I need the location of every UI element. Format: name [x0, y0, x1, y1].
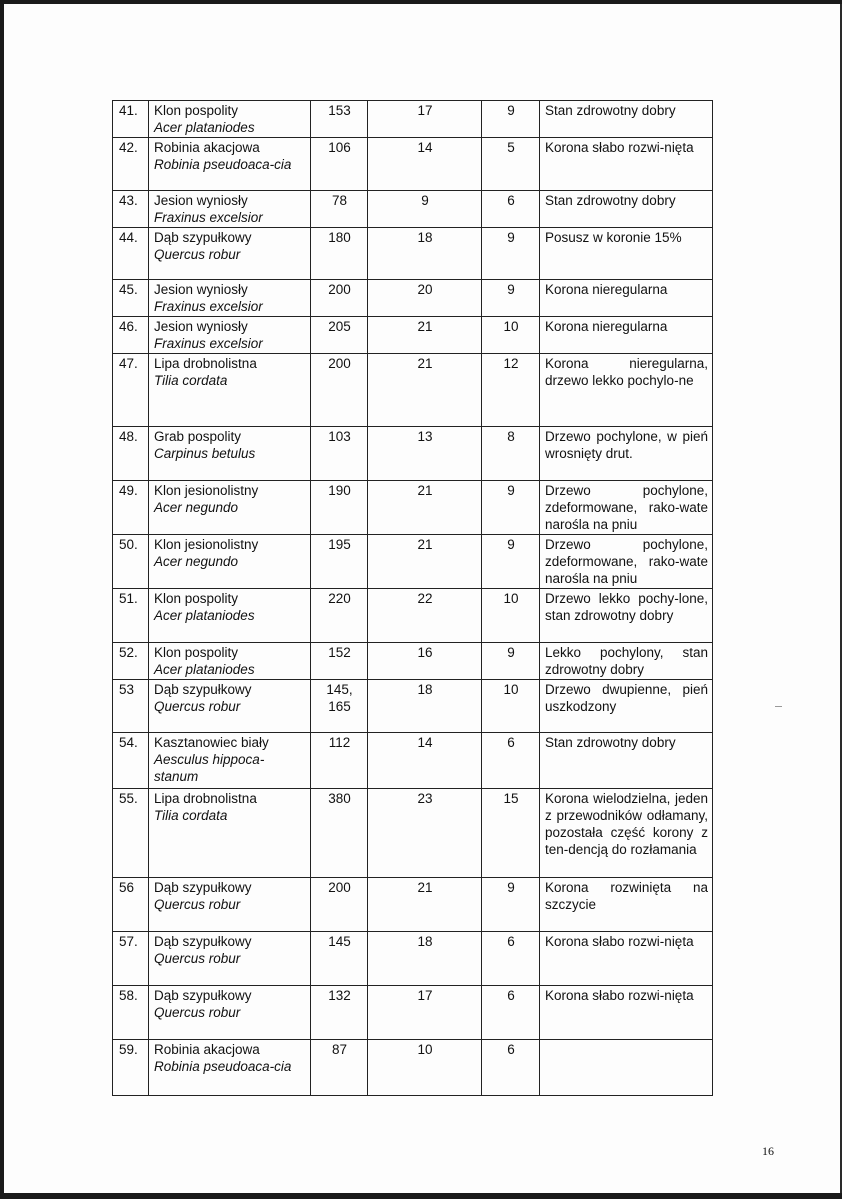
species-polish-name: Jesion wyniosły — [154, 193, 248, 208]
species-cell — [149, 354, 311, 427]
height-cell: 18 — [368, 228, 482, 280]
species-latin-name: Acer negundo — [154, 500, 239, 515]
species-cell — [149, 643, 311, 680]
species-latin-name: Aesculus hippoca-stanum — [154, 752, 265, 784]
species-latin-name: Acer plataniodes — [154, 608, 255, 623]
crown-cell: 6 — [482, 733, 540, 789]
tree-inventory-table — [112, 100, 713, 1096]
condition-note-cell: Posusz w koronie 15% — [540, 228, 713, 280]
row-number-cell: 53 — [113, 680, 149, 733]
table-row — [113, 317, 713, 354]
table-row — [113, 878, 713, 932]
crown-cell: 12 — [482, 354, 540, 427]
species-polish-name: Klon jesionolistny — [154, 483, 259, 498]
condition-note-cell: Drzewo pochylone, zdeformowane, rako-wate narośla na pniu — [540, 535, 713, 589]
crown-cell: 6 — [482, 1040, 540, 1096]
species-cell — [149, 228, 311, 280]
species-cell — [149, 101, 311, 138]
species-polish-name: Dąb szypułkowy — [154, 682, 252, 697]
circumference-cell: 195 — [311, 535, 368, 589]
condition-note-cell: Korona nieregularna — [540, 317, 713, 354]
height-cell: 21 — [368, 535, 482, 589]
condition-note-cell: Drzewo lekko pochy-lone, stan zdrowotny dobry — [540, 589, 713, 643]
species-cell — [149, 878, 311, 932]
circumference-cell: 220 — [311, 589, 368, 643]
species-latin-name: Fraxinus excelsior — [154, 210, 263, 225]
height-cell: 21 — [368, 481, 482, 535]
circumference-cell: 106 — [311, 138, 368, 191]
table-row — [113, 535, 713, 589]
condition-note-cell: Korona nieregularna, drzewo lekko pochylo-ne — [540, 354, 713, 427]
row-number-cell: 48. — [113, 427, 149, 481]
species-polish-name: Dąb szypułkowy — [154, 934, 252, 949]
row-number-cell: 42. — [113, 138, 149, 191]
circumference-cell: 380 — [311, 789, 368, 878]
crown-cell: 9 — [482, 280, 540, 317]
height-cell: 17 — [368, 986, 482, 1040]
row-number-cell: 58. — [113, 986, 149, 1040]
species-cell — [149, 535, 311, 589]
height-cell: 20 — [368, 280, 482, 317]
species-latin-name: Quercus robur — [154, 247, 241, 262]
circumference-cell: 180 — [311, 228, 368, 280]
circumference-cell: 200 — [311, 354, 368, 427]
species-polish-name: Dąb szypułkowy — [154, 230, 252, 245]
species-latin-name: Acer negundo — [154, 554, 239, 569]
row-number-cell: 59. — [113, 1040, 149, 1096]
table-row — [113, 481, 713, 535]
condition-note-cell: Korona rozwinięta na szczycie — [540, 878, 713, 932]
species-latin-name: Tilia cordata — [154, 808, 228, 823]
condition-note-cell: Korona nieregularna — [540, 280, 713, 317]
height-cell: 14 — [368, 733, 482, 789]
species-polish-name: Klon pospolity — [154, 103, 239, 118]
table-row — [113, 789, 713, 878]
species-polish-name: Robinia akacjowa — [154, 1042, 260, 1057]
circumference-cell: 200 — [311, 878, 368, 932]
row-number-cell: 55. — [113, 789, 149, 878]
row-number-cell: 43. — [113, 191, 149, 228]
crown-cell: 9 — [482, 101, 540, 138]
crown-cell: 8 — [482, 427, 540, 481]
row-number-cell: 54. — [113, 733, 149, 789]
circumference-cell: 152 — [311, 643, 368, 680]
row-number-cell: 56 — [113, 878, 149, 932]
table-row — [113, 354, 713, 427]
height-cell: 18 — [368, 680, 482, 733]
species-cell — [149, 317, 311, 354]
crown-cell: 6 — [482, 932, 540, 986]
species-latin-name: Quercus robur — [154, 951, 241, 966]
condition-note-cell: Korona słabo rozwi-nięta — [540, 932, 713, 986]
height-cell: 17 — [368, 101, 482, 138]
circumference-cell: 145, 165 — [311, 680, 368, 733]
circumference-cell: 145 — [311, 932, 368, 986]
crown-cell: 10 — [482, 680, 540, 733]
circumference-cell: 87 — [311, 1040, 368, 1096]
row-number-cell: 52. — [113, 643, 149, 680]
table-row — [113, 191, 713, 228]
species-polish-name: Jesion wyniosły — [154, 282, 248, 297]
species-latin-name: Robinia pseudoaca-cia — [154, 157, 292, 172]
height-cell: 21 — [368, 317, 482, 354]
species-polish-name: Grab pospolity — [154, 429, 242, 444]
condition-note-cell: Drzewo pochylone, zdeformowane, rako-wate narośla na pniu — [540, 481, 713, 535]
species-latin-name: Acer plataniodes — [154, 662, 255, 677]
height-cell: 9 — [368, 191, 482, 228]
row-number-cell: 57. — [113, 932, 149, 986]
page-number: 16 — [762, 1144, 774, 1158]
row-number-cell: 51. — [113, 589, 149, 643]
condition-note-cell — [540, 1040, 713, 1096]
circumference-cell: 78 — [311, 191, 368, 228]
crown-cell: 9 — [482, 643, 540, 680]
species-latin-name: Quercus robur — [154, 699, 241, 714]
species-latin-name: Robinia pseudoaca-cia — [154, 1059, 292, 1074]
table-row — [113, 427, 713, 481]
condition-note-cell: Lekko pochylony, stan zdrowotny dobry — [540, 643, 713, 680]
condition-note-cell: Korona wielodzielna, jeden z przewodników odłamany, pozostała część korony z ten-dencją do rozłamania — [540, 789, 713, 878]
crown-cell: 9 — [482, 535, 540, 589]
species-cell — [149, 427, 311, 481]
circumference-cell: 200 — [311, 280, 368, 317]
table-row — [113, 1040, 713, 1096]
height-cell: 10 — [368, 1040, 482, 1096]
species-latin-name: Quercus robur — [154, 897, 241, 912]
crown-cell: 6 — [482, 191, 540, 228]
species-polish-name: Robinia akacjowa — [154, 140, 260, 155]
height-cell: 14 — [368, 138, 482, 191]
table-row — [113, 138, 713, 191]
crown-cell: 10 — [482, 589, 540, 643]
species-latin-name: Tilia cordata — [154, 373, 228, 388]
crown-cell: 9 — [482, 481, 540, 535]
condition-note-cell: Korona słabo rozwi-nięta — [540, 986, 713, 1040]
table-row — [113, 101, 713, 138]
condition-note-cell: Stan zdrowotny dobry — [540, 733, 713, 789]
crown-cell: 9 — [482, 878, 540, 932]
row-number-cell: 47. — [113, 354, 149, 427]
species-cell — [149, 1040, 311, 1096]
species-latin-name: Quercus robur — [154, 1005, 241, 1020]
height-cell: 22 — [368, 589, 482, 643]
species-polish-name: Lipa drobnolistna — [154, 356, 257, 371]
species-cell — [149, 680, 311, 733]
table-row — [113, 680, 713, 733]
species-cell — [149, 280, 311, 317]
height-cell: 21 — [368, 878, 482, 932]
circumference-cell: 190 — [311, 481, 368, 535]
table-row — [113, 228, 713, 280]
species-latin-name: Carpinus betulus — [154, 446, 256, 461]
species-polish-name: Klon pospolity — [154, 591, 239, 606]
table-row — [113, 280, 713, 317]
species-cell — [149, 789, 311, 878]
circumference-cell: 205 — [311, 317, 368, 354]
species-cell — [149, 191, 311, 228]
height-cell: 18 — [368, 932, 482, 986]
row-number-cell: 45. — [113, 280, 149, 317]
species-polish-name: Jesion wyniosły — [154, 319, 248, 334]
species-cell — [149, 733, 311, 789]
species-cell — [149, 589, 311, 643]
condition-note-cell: Drzewo pochylone, w pień wrosnięty drut. — [540, 427, 713, 481]
species-cell — [149, 138, 311, 191]
row-number-cell: 50. — [113, 535, 149, 589]
row-number-cell: 44. — [113, 228, 149, 280]
circumference-cell: 132 — [311, 986, 368, 1040]
species-latin-name: Fraxinus excelsior — [154, 299, 263, 314]
crown-cell: 10 — [482, 317, 540, 354]
species-cell — [149, 932, 311, 986]
crown-cell: 5 — [482, 138, 540, 191]
table-row — [113, 589, 713, 643]
row-number-cell: 41. — [113, 101, 149, 138]
species-latin-name: Fraxinus excelsior — [154, 336, 263, 351]
table-row — [113, 733, 713, 789]
condition-note-cell: Drzewo dwupienne, pień uszkodzony — [540, 680, 713, 733]
height-cell: 13 — [368, 427, 482, 481]
table-row — [113, 932, 713, 986]
crown-cell: 15 — [482, 789, 540, 878]
height-cell: 16 — [368, 643, 482, 680]
margin-mark — [775, 706, 782, 707]
table-body — [113, 101, 713, 1096]
row-number-cell: 49. — [113, 481, 149, 535]
crown-cell: 6 — [482, 986, 540, 1040]
table-row — [113, 643, 713, 680]
species-cell — [149, 481, 311, 535]
species-polish-name: Dąb szypułkowy — [154, 880, 252, 895]
height-cell: 21 — [368, 354, 482, 427]
species-polish-name: Klon jesionolistny — [154, 537, 259, 552]
crown-cell: 9 — [482, 228, 540, 280]
species-polish-name: Klon pospolity — [154, 645, 239, 660]
condition-note-cell: Stan zdrowotny dobry — [540, 191, 713, 228]
height-cell: 23 — [368, 789, 482, 878]
condition-note-cell: Korona słabo rozwi-nięta — [540, 138, 713, 191]
table-row — [113, 986, 713, 1040]
species-polish-name: Dąb szypułkowy — [154, 988, 252, 1003]
species-polish-name: Kasztanowiec biały — [154, 735, 269, 750]
species-polish-name: Lipa drobnolistna — [154, 791, 257, 806]
row-number-cell: 46. — [113, 317, 149, 354]
condition-note-cell: Stan zdrowotny dobry — [540, 101, 713, 138]
species-latin-name: Acer plataniodes — [154, 120, 255, 135]
circumference-cell: 112 — [311, 733, 368, 789]
circumference-cell: 153 — [311, 101, 368, 138]
species-cell — [149, 986, 311, 1040]
circumference-cell: 103 — [311, 427, 368, 481]
